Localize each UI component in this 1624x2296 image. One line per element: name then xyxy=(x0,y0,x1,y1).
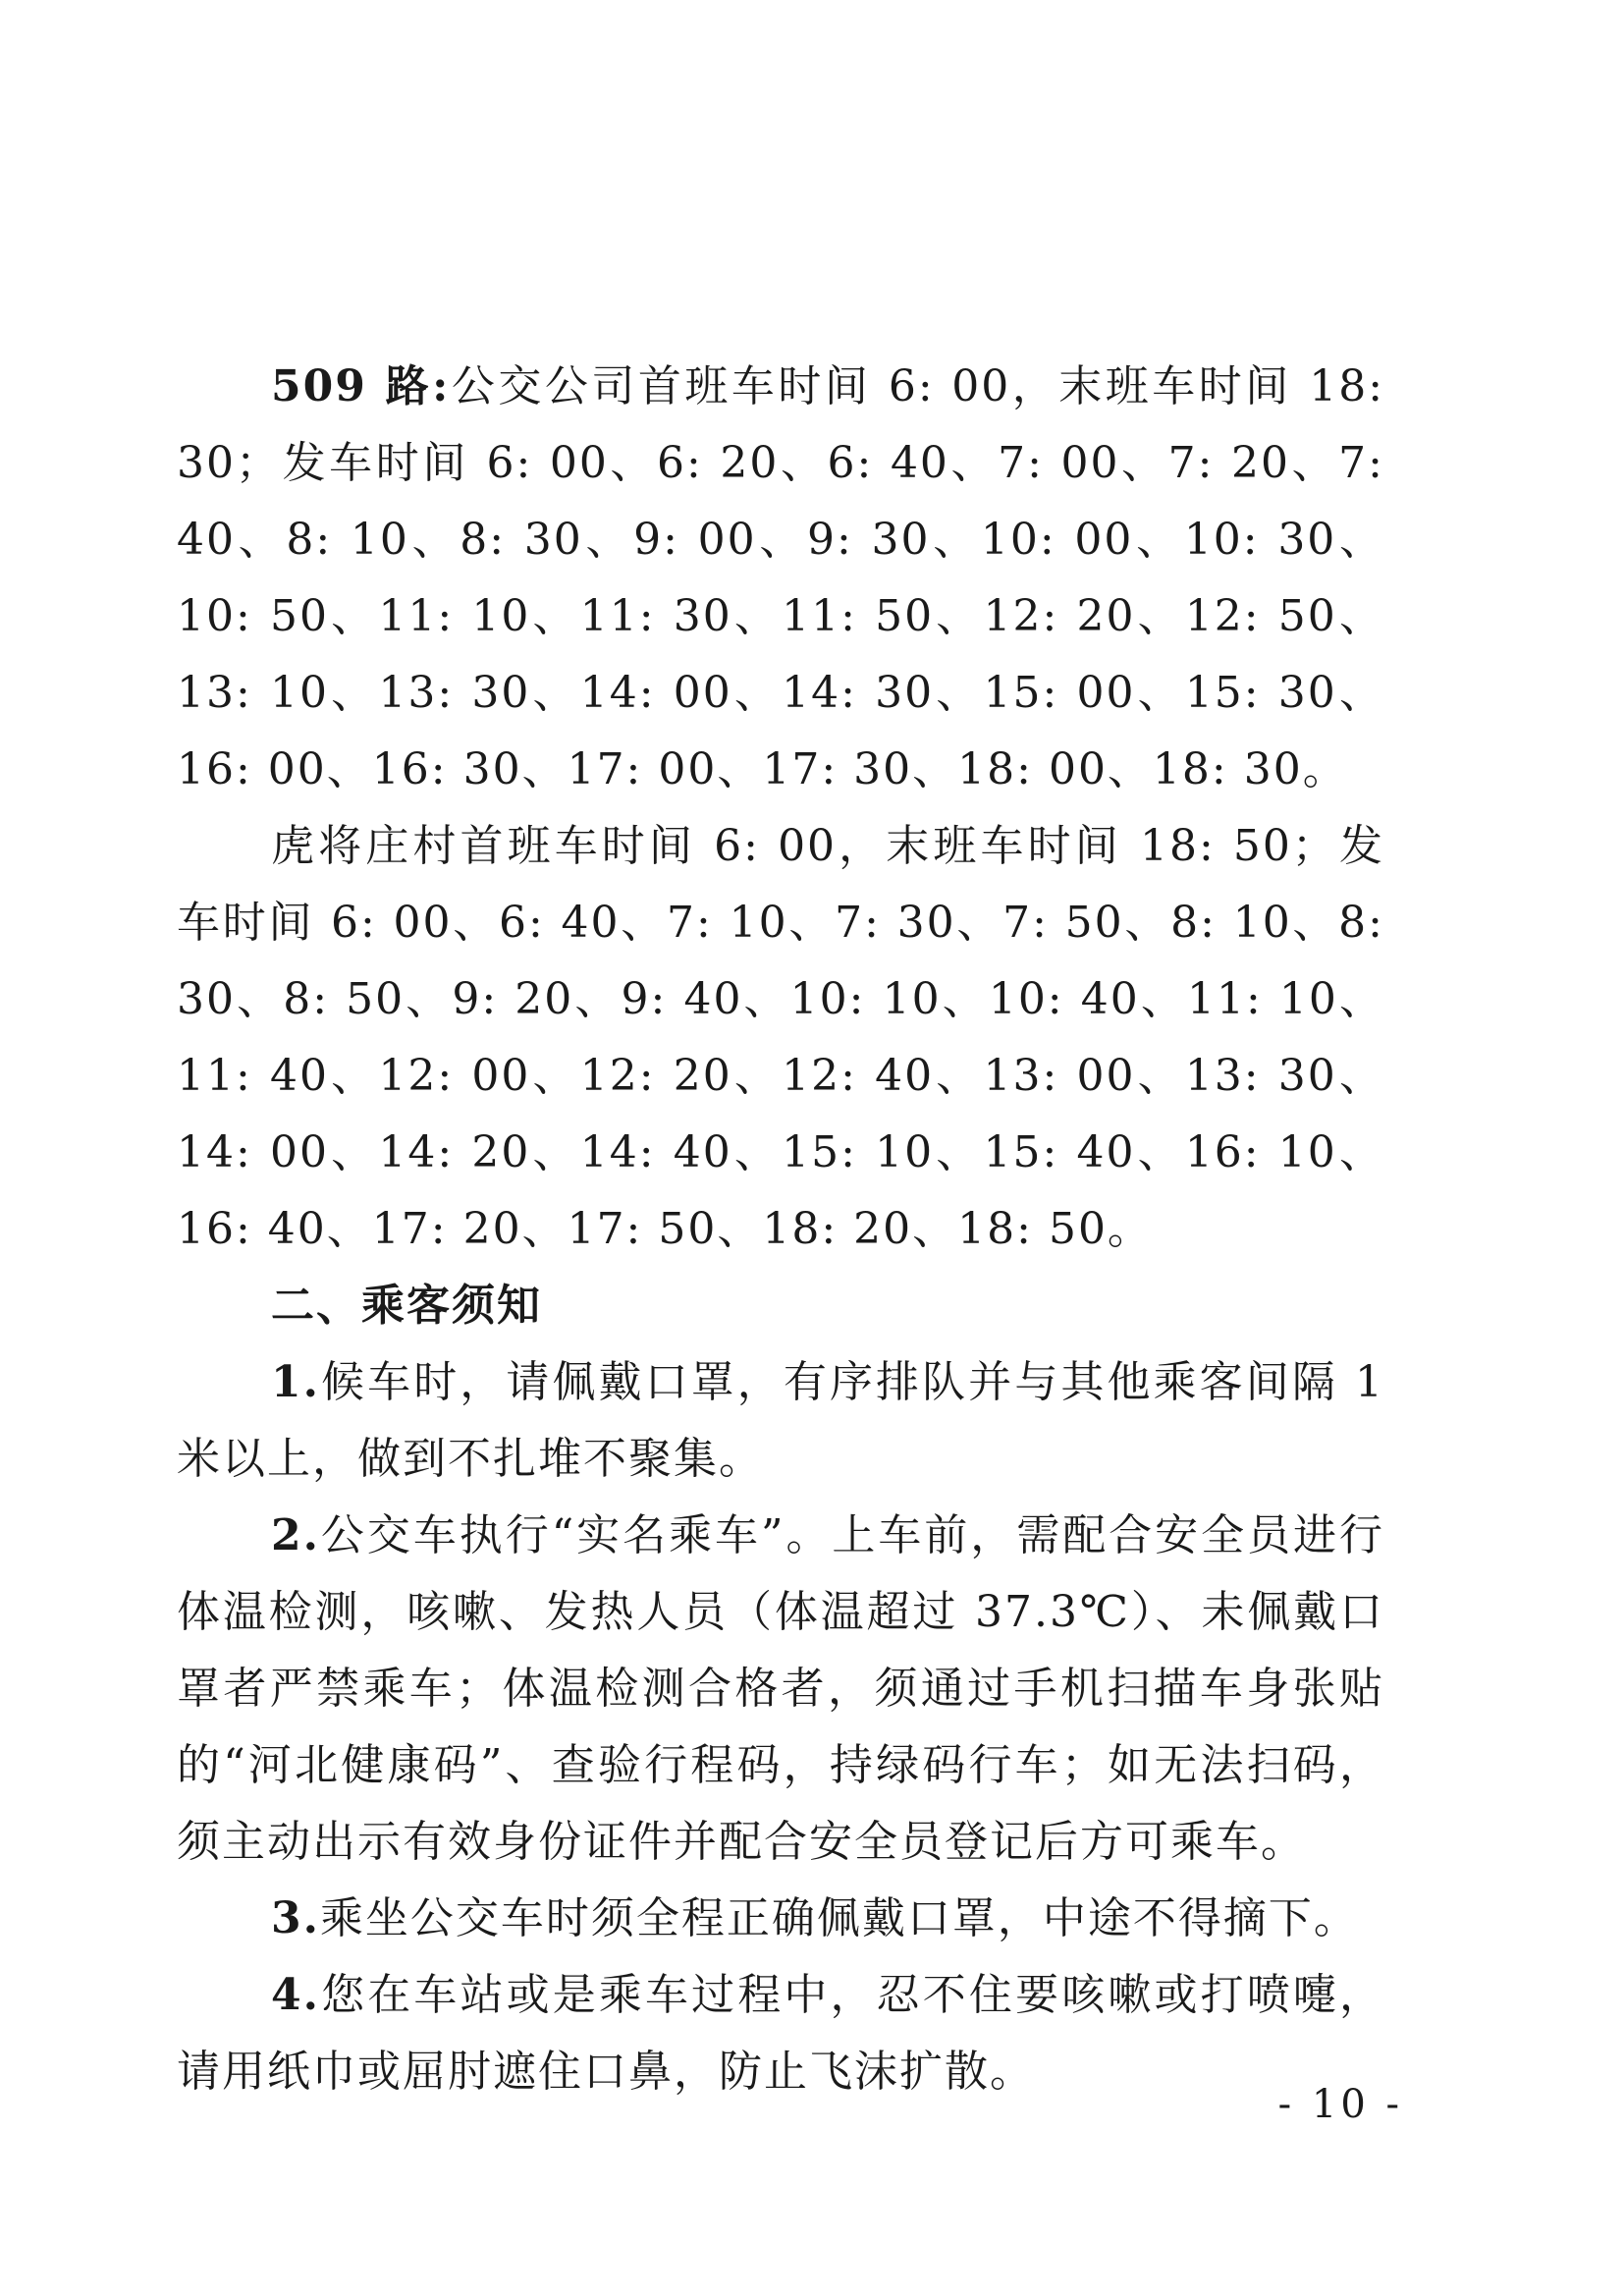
page-number: - 10 - xyxy=(1277,2082,1403,2127)
notice-item-text: 乘坐公交车时须全程正确佩戴口罩，中途不得摘下。 xyxy=(319,1893,1359,1943)
notice-item-4 xyxy=(177,1957,1384,2110)
notice-item-2 xyxy=(177,1498,1384,1881)
route-509-company-schedule: 公交公司首班车时间 6: 00，末班车时间 18: 30；发车时间 6: 00、6: 20、6: 40、7: 00、7: 20、7: 40、8: 10、8: 30、9: 00、9: 30、10: 00、10: 30、10: 50、11: 10、11: 30、11: 50、12: 20、12: 50、13: 10、13: 30、14: 00、14: 30、15: 00、15: 30、16: 00、16: 30、17: 00、17: 30、18: 00、18: 30。 xyxy=(177,361,1385,794)
notice-item-text: 您在车站或是乘车过程中，忍不住要咳嗽或打喷嚏，请用纸巾或屈肘遮住口鼻，防止飞沫扩散。 xyxy=(177,1970,1384,2097)
notice-item-1 xyxy=(177,1344,1384,1498)
notice-item-number: 3. xyxy=(271,1893,320,1943)
route-509-label: 509 路: xyxy=(271,361,451,411)
document-body xyxy=(177,349,1384,2110)
notice-item-number: 2. xyxy=(271,1510,320,1560)
section-heading-passenger-notice: 二、乘客须知 xyxy=(271,1281,542,1331)
hujiangzhuang-schedule: 虎将庄村首班车时间 6: 00，末班车时间 18: 50；发车时间 6: 00、6: 40、7: 10、7: 30、7: 50、8: 10、8: 30、8: 50、9: 20、9: 40、10: 10、10: 40、11: 10、11: 40、12: 00、12: 20、12: 40、13: 00、13: 30、14: 00、14: 20、14: 40、15: 10、15: 40、16: 10、16: 40、17: 20、17: 50、18: 20、18: 50。 xyxy=(177,821,1384,1254)
route-509-schedule xyxy=(177,349,1384,808)
notice-item-text: 候车时，请佩戴口罩，有序排队并与其他乘客间隔 1 米以上，做到不扎堆不聚集。 xyxy=(177,1357,1384,1484)
notice-item-3 xyxy=(177,1881,1384,1957)
notice-item-text: 公交车执行“实名乘车”。上车前，需配合安全员进行体温检测，咳嗽、发热人员（体温超过 37.3℃）、未佩戴口罩者严禁乘车；体温检测合格者，须通过手机扫描车身张贴的“河北健康码”、查验行程码，持绿码行车；如无法扫码，须主动出示有效身份证件并配合安全员登记后方可乘车。 xyxy=(177,1510,1384,1867)
notice-item-number: 4. xyxy=(271,1970,320,2020)
notice-item-number: 1. xyxy=(271,1357,320,1407)
